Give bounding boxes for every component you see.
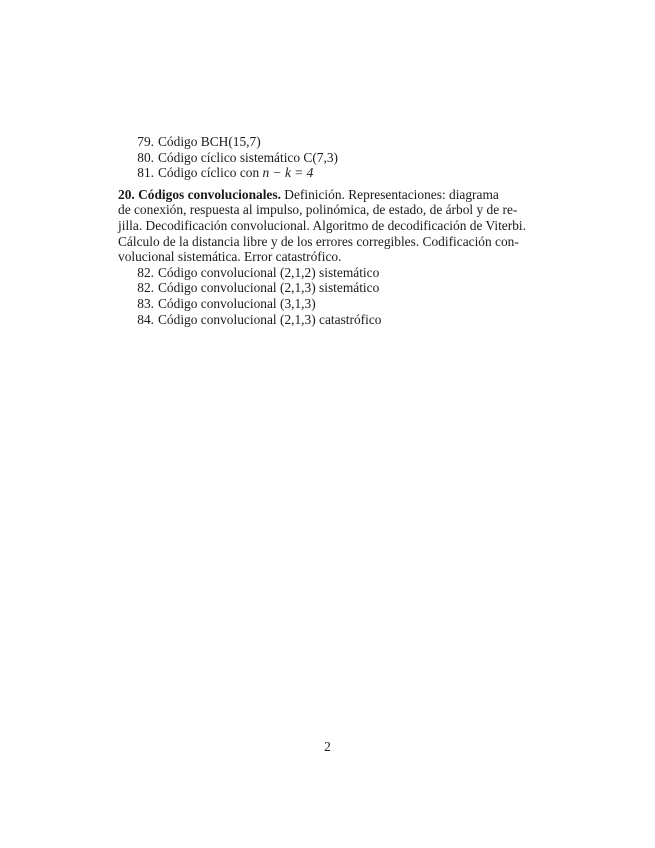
list-item — [118, 150, 536, 166]
item-text: Código BCH(15,7) — [158, 134, 261, 149]
list-item — [118, 312, 536, 328]
section-heading: 20. Códigos convolucionales. — [118, 186, 281, 202]
item-number: 81. — [137, 165, 154, 181]
exercise-list-bottom — [118, 265, 536, 327]
item-number: 84. — [137, 311, 154, 327]
section-convolutional-codes — [118, 187, 536, 265]
item-number: 80. — [137, 149, 154, 165]
item-number: 79. — [137, 134, 154, 149]
item-number: 82. — [137, 280, 154, 296]
list-item — [118, 134, 536, 150]
section-body-line: Definición. Representaciones: diagrama — [280, 186, 499, 202]
math-expression: n − k = 4 — [262, 165, 314, 181]
section-body-line: volucional sistemática. Error catastrófico. — [118, 249, 342, 265]
item-text: Código convolucional (3,1,3) — [158, 295, 316, 311]
item-text: Código convolucional (2,1,3) sistemático — [158, 280, 380, 296]
list-item — [118, 280, 536, 296]
item-text: Código cíclico sistemático C(7,3) — [158, 149, 338, 165]
item-text: Código convolucional (2,1,2) sistemático — [158, 264, 380, 280]
list-item — [118, 265, 536, 281]
exercise-list-top — [118, 134, 536, 181]
page-content — [118, 134, 536, 327]
page-number: 2 — [324, 739, 331, 754]
section-body-line: Cálculo de la distancia libre y de los errores corregibles. Codificación con- — [118, 233, 519, 249]
item-number: 82. — [137, 264, 154, 280]
list-item — [118, 296, 536, 312]
item-number: 83. — [137, 295, 154, 311]
item-text: Código cíclico con — [158, 165, 260, 181]
section-body-line: jilla. Decodificación convolucional. Algoritmo de decodificación de Viterbi. — [118, 217, 526, 233]
item-text: Código convolucional (2,1,3) catastrófico — [158, 311, 382, 327]
list-item — [118, 165, 536, 181]
section-body-line: de conexión, respuesta al impulso, polinómica, de estado, de árbol y de re- — [118, 202, 518, 218]
